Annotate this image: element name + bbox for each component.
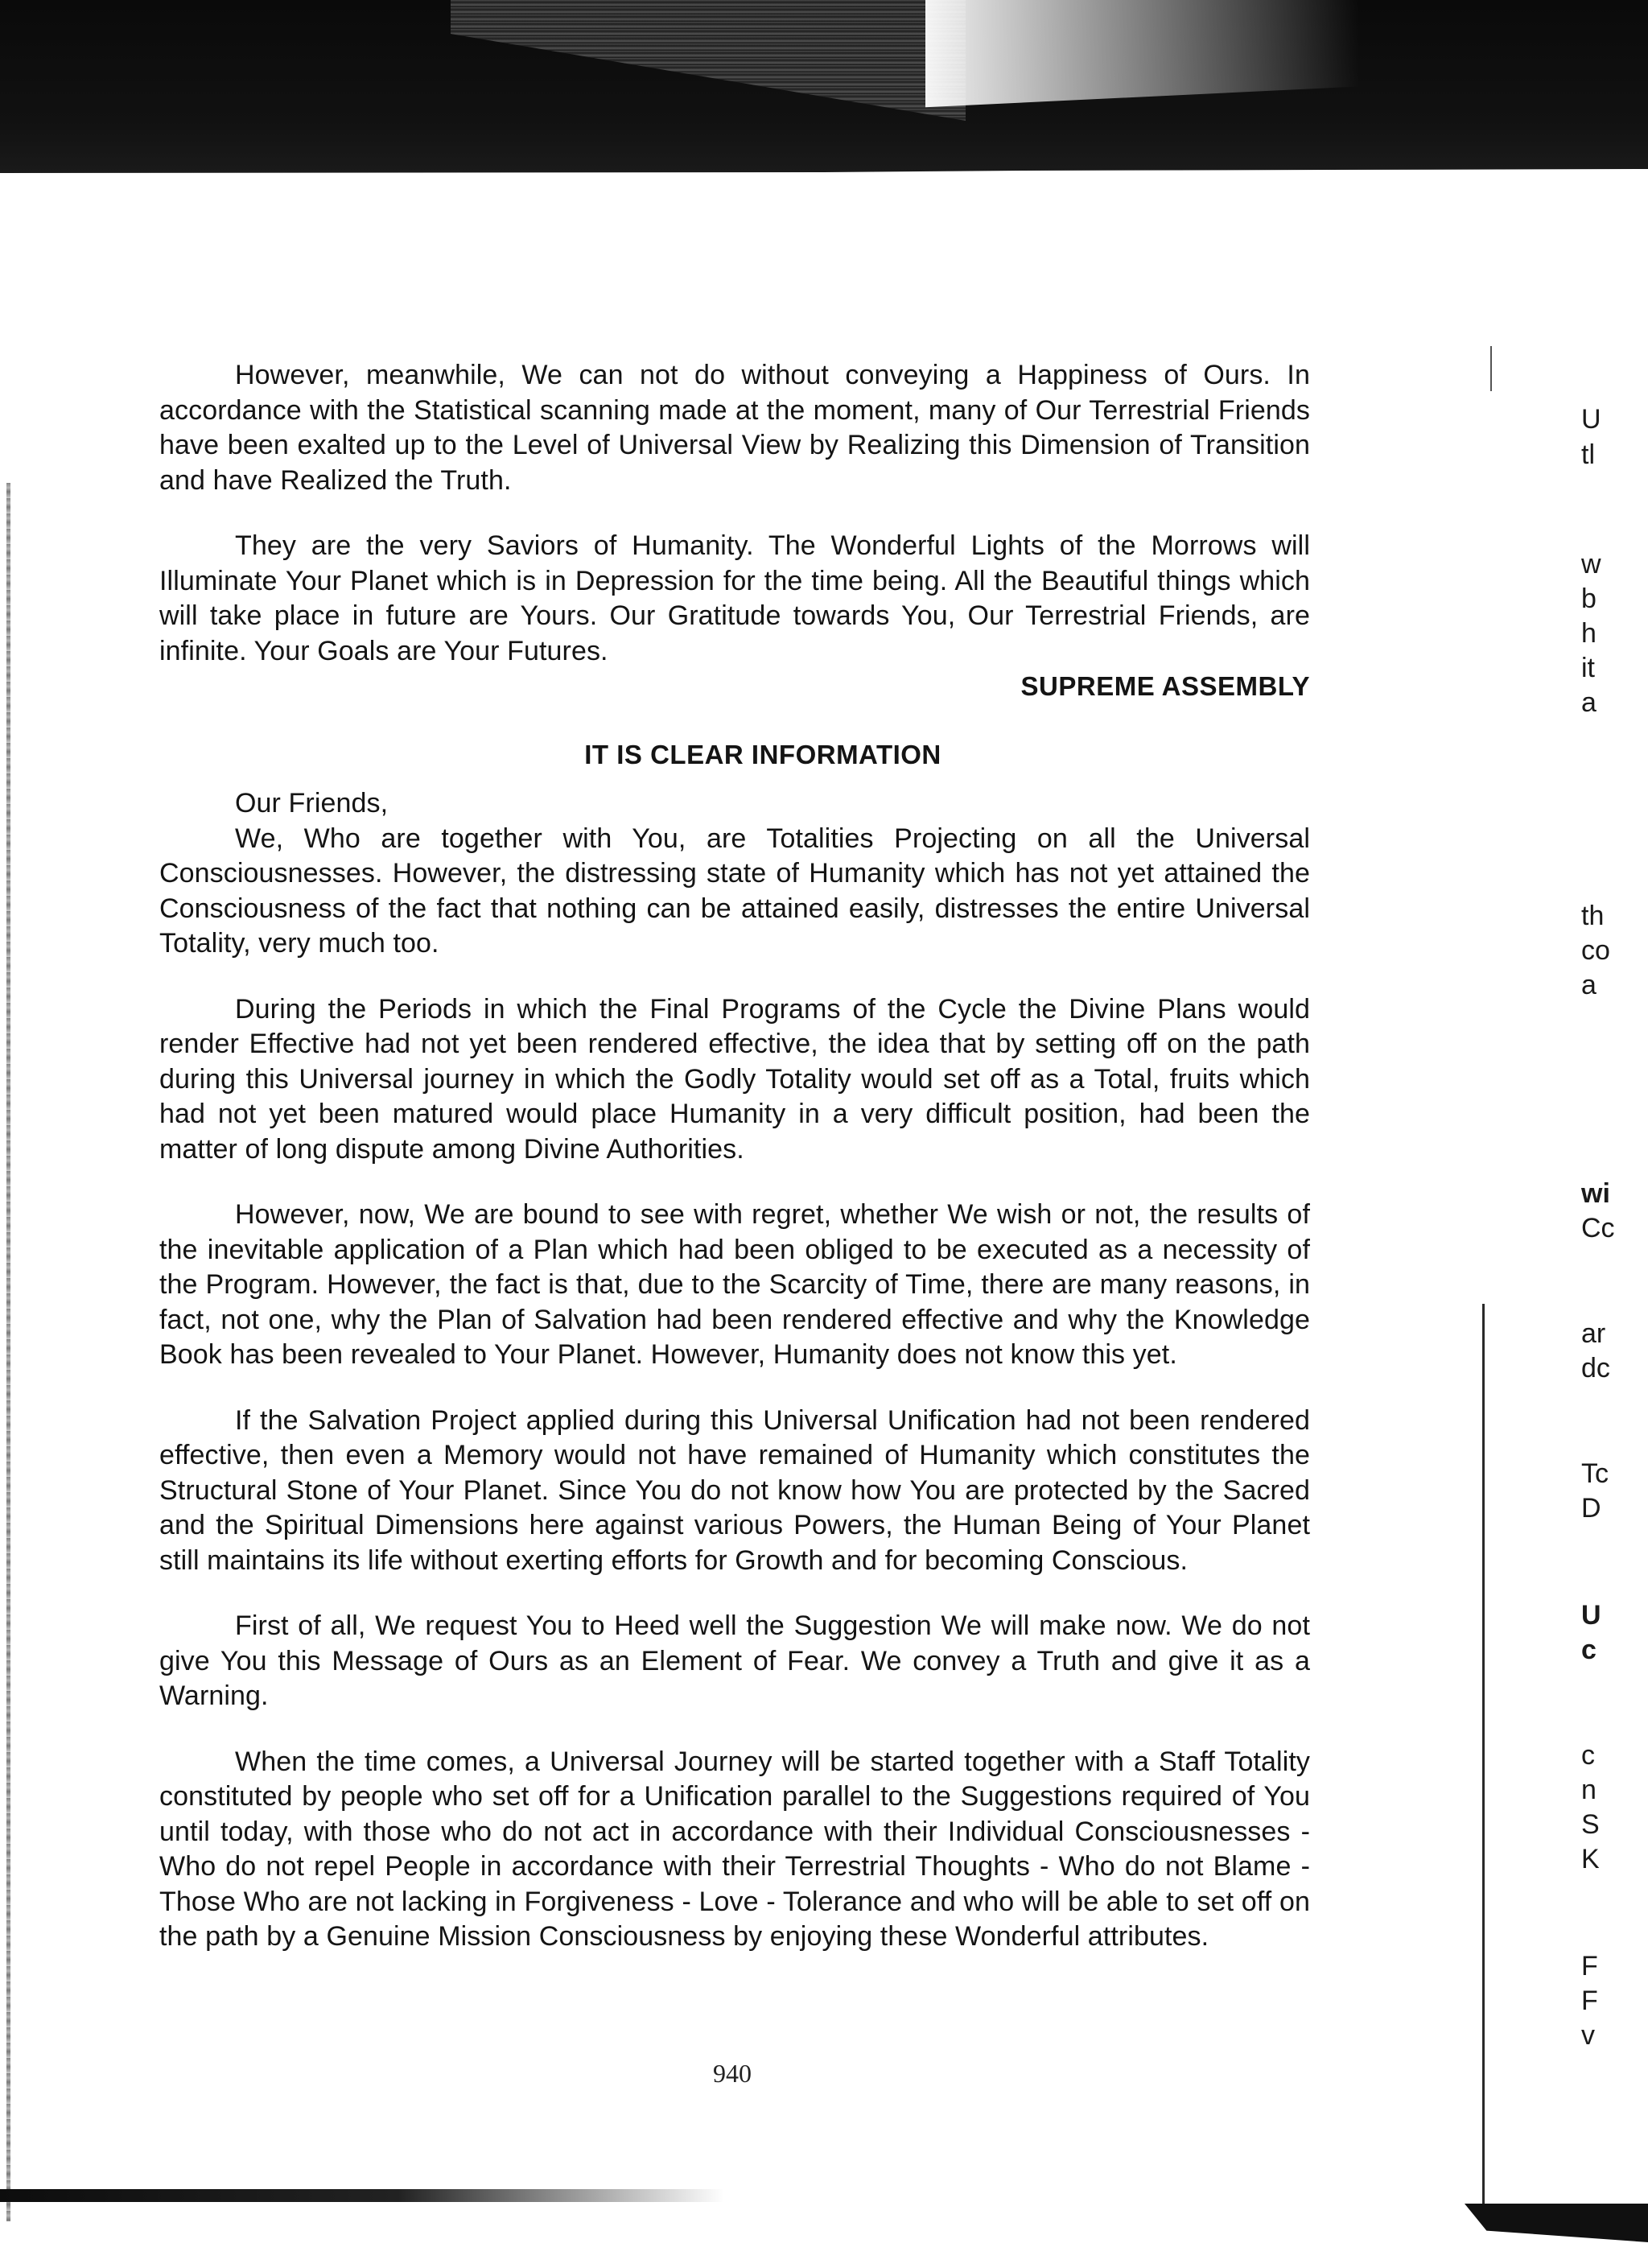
paragraph: If the Salvation Project applied during this Universal Unification had not been rendered effective, then even a Memory would not have remained of Humanity which constitutes the Structural Stone of Your Planet. Since You do not know how You are protected by the Sacred and the Spiritual Dimensions here against various Powers, the Human Being of Your Planet still maintains its life without exerting efforts for Growth and for becoming Conscious. (159, 1404, 1310, 1576)
facing-page-fragment: v (1581, 2020, 1595, 2051)
page-content (159, 358, 1310, 1955)
facing-page-fragment: it (1581, 653, 1595, 683)
paragraph: However, meanwhile, We can not do without conveying a Happiness of Ours. In accordance with the Statistical scanning made at the moment, many of Our Terrestrial Friends have been exalted up to the Level of Universal View by Realizing this Dimension of Transition and have Realized the Truth. (159, 360, 1310, 496)
section-heading: IT IS CLEAR INFORMATION (584, 740, 941, 769)
facing-page-fragment: Tc (1581, 1458, 1609, 1489)
facing-page-fragment: c (1581, 1635, 1596, 1665)
paragraph: When the time comes, a Universal Journey will be started together with a Staff Totality constituted by people who set off for a Unification parallel to the Suggestions required of You until today, with those who do not act in accordance with their Individual Consciousnesses - Who do not repel People in accordance with their Terrestrial Thoughts - Who do not Blame - Those Who are not lacking in Forgiveness - Love - Tolerance and who will be able to set off on the path by a Genuine Mission Consciousness by enjoying these Wonderful attributes. (159, 1746, 1310, 1952)
scan-bottom-right-shadow (1465, 2204, 1648, 2242)
paragraph: However, now, We are bound to see with regret, whether We wish or not, the results of the inevitable application of a Plan which had been obliged to be executed as a necessity of the Program. However, the fact is that, due to the Scarcity of Time, there are many reasons, in fact, not one, why the Plan of Salvation had been rendered effective and why the Knowledge Book has been revealed to Your Planet. However, Humanity does not know this yet. (159, 1199, 1310, 1370)
facing-page-fragment: F (1581, 1951, 1598, 1981)
facing-page-fragment: Cc (1581, 1213, 1615, 1243)
facing-page-fragment: a (1581, 970, 1596, 1000)
scan-left-edge (6, 483, 10, 2221)
facing-page-fragment: a (1581, 687, 1596, 718)
facing-page-fragment: c (1581, 1740, 1595, 1771)
facing-page-fragment: wi (1581, 1178, 1610, 1209)
facing-page-fragment: D (1581, 1493, 1601, 1524)
paragraph: First of all, We request You to Heed well the Suggestion We will make now. We do not give You this Message of Ours as an Element of Fear. We convey a Truth and give it as a Warning. (159, 1610, 1310, 1711)
facing-page-fragment: b (1581, 583, 1596, 614)
paragraph: We, Who are together with You, are Totalities Projecting on all the Universal Consciousnesses. However, the distressing state of Humanity which has not yet attained the Consciousness of the fact that nothing can be attained easily, distresses the entire Universal Totality, very much too. (159, 823, 1310, 959)
facing-page-fragment: U (1581, 1600, 1601, 1631)
signature: SUPREME ASSEMBLY (1020, 671, 1310, 701)
paragraph: They are the very Saviors of Humanity. The Wonderful Lights of the Morrows will Illuminate Your Planet which is in Depression for the time being. All the Beautiful things which will take place in future are Yours. Our Gratitude towards You, Our Terrestrial Friends, are infinite. Your Goals are Your Futures. (159, 530, 1310, 666)
facing-page-fragment: tl (1581, 439, 1595, 470)
gutter-mark (1490, 346, 1492, 391)
gutter-rule (1482, 1304, 1485, 2213)
page-number: 940 (713, 2059, 752, 2088)
facing-page-fragment: h (1581, 618, 1596, 649)
facing-page-fragment: ar (1581, 1318, 1606, 1349)
paragraph: During the Periods in which the Final Programs of the Cycle the Divine Plans would render Effective had not yet been rendered effective, the idea that by setting off on the path during this Universal journey in which the Godly Totality would set off as a Total, fruits which had not yet been matured would place Humanity in a very difficult position, had been the matter of long dispute among Divine Authorities. (159, 993, 1310, 1165)
facing-page-fragment: dc (1581, 1353, 1610, 1383)
facing-page-fragment: K (1581, 1844, 1600, 1874)
facing-page-fragment: F (1581, 1986, 1598, 2016)
facing-page-fragment: co (1581, 935, 1610, 966)
facing-page-fragment: w (1581, 549, 1601, 579)
scan-bottom-shadow (0, 2189, 724, 2202)
facing-page-fragment: S (1581, 1809, 1600, 1840)
facing-page-fragment: n (1581, 1775, 1596, 1805)
salutation: Our Friends, (235, 788, 389, 819)
facing-page-fragment: U (1581, 404, 1601, 435)
facing-page-fragment: th (1581, 901, 1605, 931)
